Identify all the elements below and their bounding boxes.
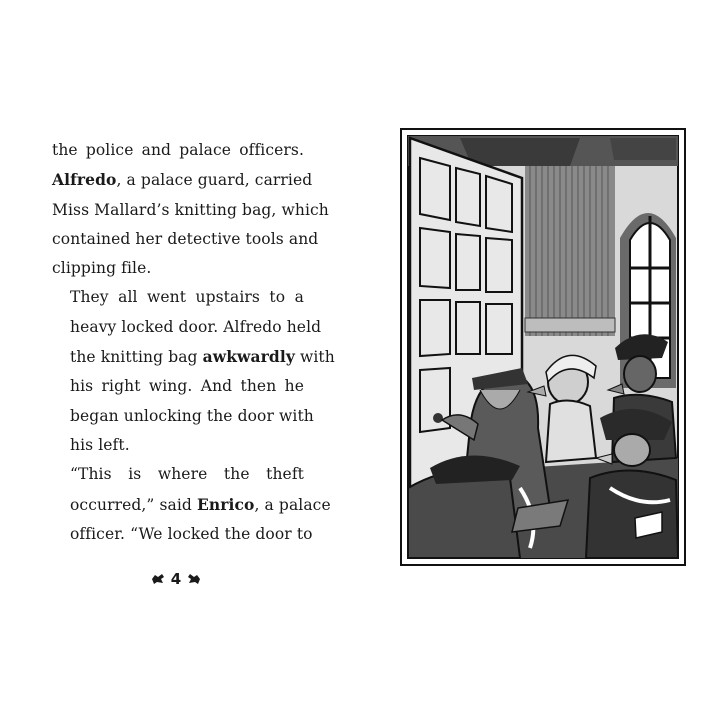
text-line — [52, 254, 304, 283]
text-line — [52, 283, 304, 312]
text-line — [52, 313, 322, 342]
text-line — [52, 196, 329, 225]
text-line — [52, 490, 331, 520]
text-line — [52, 372, 304, 401]
text-line — [52, 460, 304, 489]
text-run: , a palace guard, carried — [116, 171, 313, 190]
bold-term: Enrico — [196, 494, 255, 514]
text-run: Miss Mallard’s knitting bag, which — [52, 200, 329, 219]
duck-ornament-right-icon — [187, 573, 201, 585]
text-line — [52, 136, 304, 165]
text-run: , a palace — [254, 495, 331, 514]
text-run: They all went upstairs to a — [70, 288, 304, 307]
text-run: the knitting bag — [70, 348, 203, 367]
bold-term: awkwardly — [202, 347, 295, 367]
paragraph — [52, 460, 331, 549]
wallpaper — [525, 166, 615, 336]
page-folio — [146, 568, 206, 590]
bold-term: Alfredo — [52, 170, 117, 190]
text-run: contained her detective tools and — [52, 229, 319, 248]
detectives-at-door-illustration — [400, 128, 686, 566]
paragraph — [52, 136, 329, 283]
text-run: began unlocking the door with — [70, 406, 314, 425]
text-run: heavy locked door. Alfredo held — [70, 317, 322, 336]
text-line — [52, 342, 335, 372]
paragraph — [52, 283, 335, 460]
text-run: his right wing. And then he — [70, 377, 304, 396]
text-run: occurred,” said — [70, 495, 197, 514]
text-line — [52, 520, 313, 549]
text-line — [52, 431, 304, 460]
text-run: “This is where the theft — [70, 465, 304, 484]
text-run: the police and palace officers. — [52, 141, 304, 159]
duck-ornament-left-icon — [151, 573, 165, 585]
text-run: with — [294, 348, 335, 367]
text-line — [52, 402, 314, 431]
text-run: his left. — [70, 435, 130, 454]
text-line — [52, 225, 319, 254]
text-line — [52, 165, 313, 195]
page-number: 4 — [170, 570, 182, 588]
text-run: clipping file. — [52, 259, 152, 278]
text-run: officer. “We locked the door to — [70, 524, 313, 543]
body-text — [52, 136, 335, 549]
